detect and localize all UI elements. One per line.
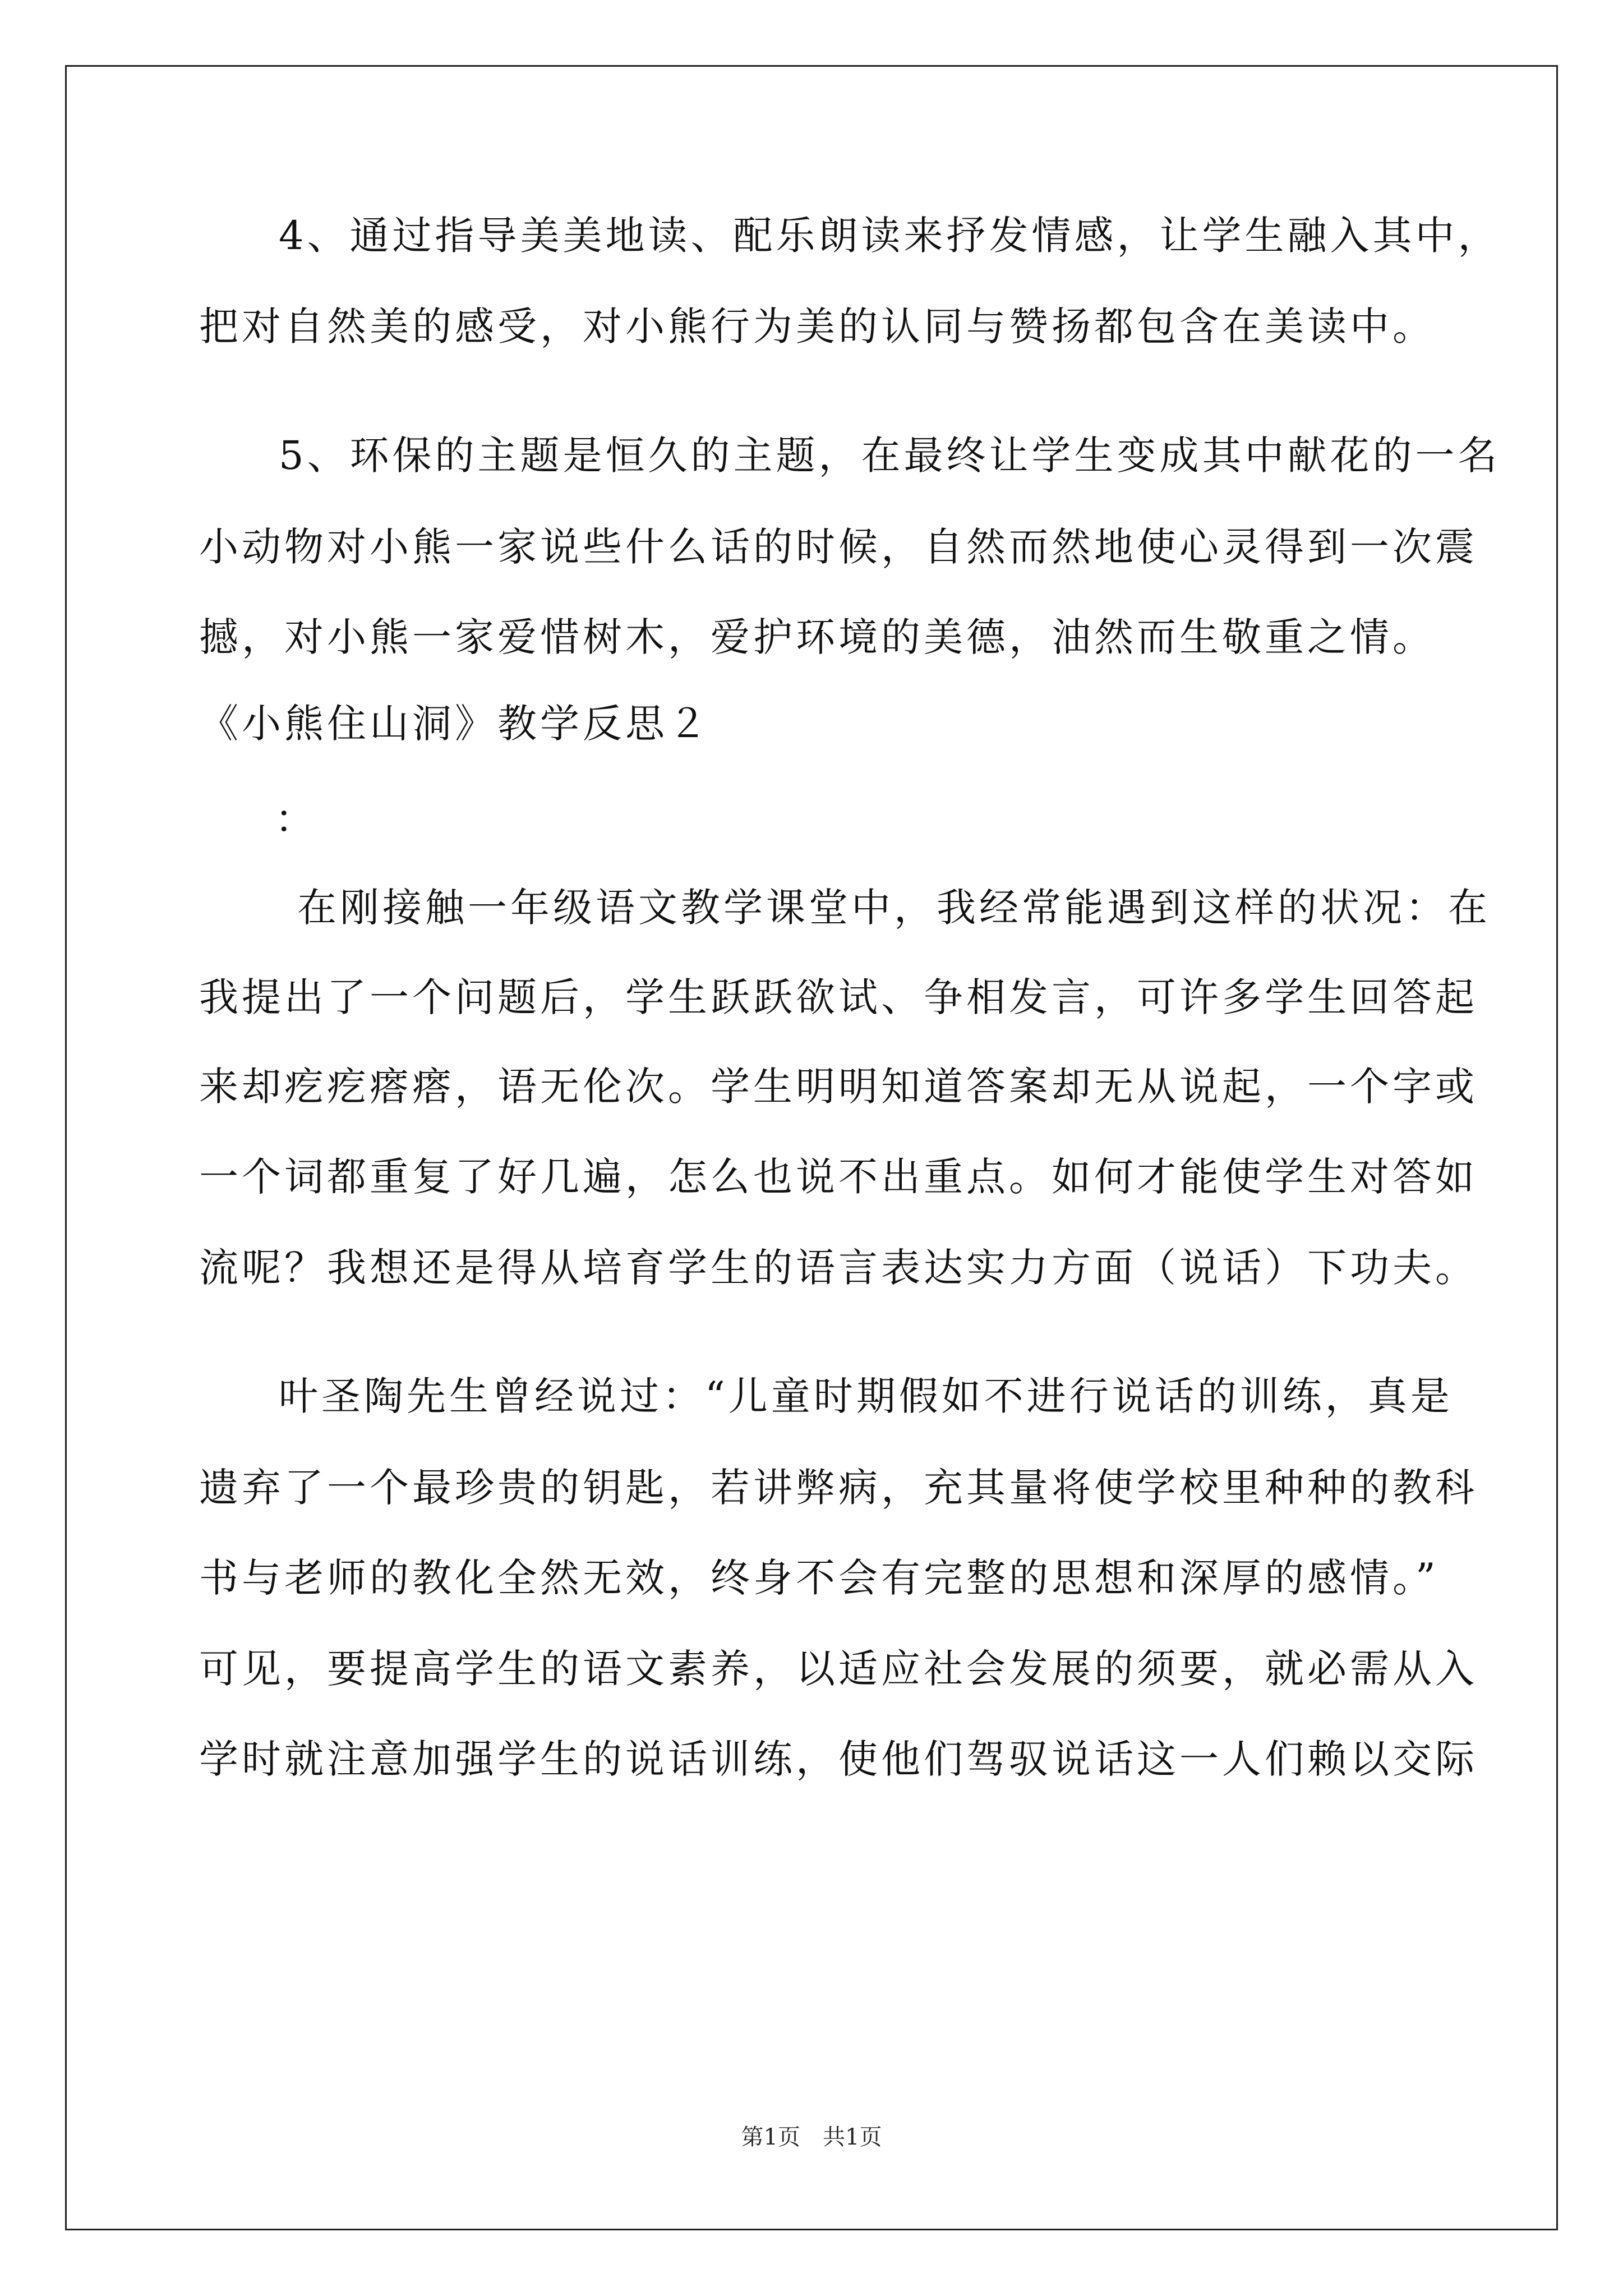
paragraph-b-line-3: 书与老师的教化全然无效，终身不会有完整的思想和深厚的感情。” (199, 1555, 1439, 1601)
paragraph-5-line-1: 5、环保的主题是恒久的主题，在最终让学生变成其中献花的一名 (279, 432, 1501, 478)
paragraph-4-line-2: 把对自然美的感受，对小熊行为美的认同与赞扬都包含在美读中。 (199, 303, 1435, 349)
section-heading: 《小熊住山洞》教学反思２ (199, 701, 711, 747)
paragraph-a-line-1: 在刚接触一年级语文教学课堂中，我经常能遇到这样的状况：在 (297, 885, 1491, 931)
paragraph-b-line-4: 可见，要提高学生的语文素养，以适应社会发展的须要，就必需从入 (199, 1646, 1478, 1692)
paragraph-5-line-3: 撼，对小熊一家爱惜树木，爱护环境的美德，油然而生敬重之情。 (199, 614, 1435, 660)
paragraph-a-line-3: 来却疙疙瘩瘩，语无伦次。学生明明知道答案却无从说起，一个字或 (199, 1064, 1478, 1110)
paragraph-a-line-4: 一个词都重复了好几遍，怎么也说不出重点。如何才能使学生对答如 (199, 1154, 1478, 1200)
paragraph-b-line-5: 学时就注意加强学生的说话训练，使他们驾驭说话这一人们赖以交际 (199, 1736, 1478, 1782)
paragraph-a-line-2: 我提出了一个问题后，学生跃跃欲试、争相发言，可许多学生回答起 (199, 974, 1478, 1020)
paragraph-a-line-5: 流呢？我想还是得从培育学生的语言表达实力方面（说话）下功夫。 (199, 1245, 1478, 1291)
paragraph-4-line-1: 4、通过指导美美地读、配乐朗读来抒发情感，让学生融入其中， (279, 213, 1501, 259)
paragraph-b-line-2: 遗弃了一个最珍贵的钥匙，若讲弊病，充其量将使学校里种种的教科 (199, 1465, 1478, 1511)
page-footer: 第1页 共1页 (741, 2124, 882, 2150)
page-border (65, 65, 1558, 2230)
paragraph-5-line-2: 小动物对小熊一家说些什么话的时候，自然而然地使心灵得到一次震 (199, 524, 1478, 570)
paragraph-b-line-1: 叶圣陶先生曾经说过：“儿童时期假如不进行说话的训练，真是 (279, 1373, 1453, 1419)
colon-line: ： (275, 796, 317, 842)
